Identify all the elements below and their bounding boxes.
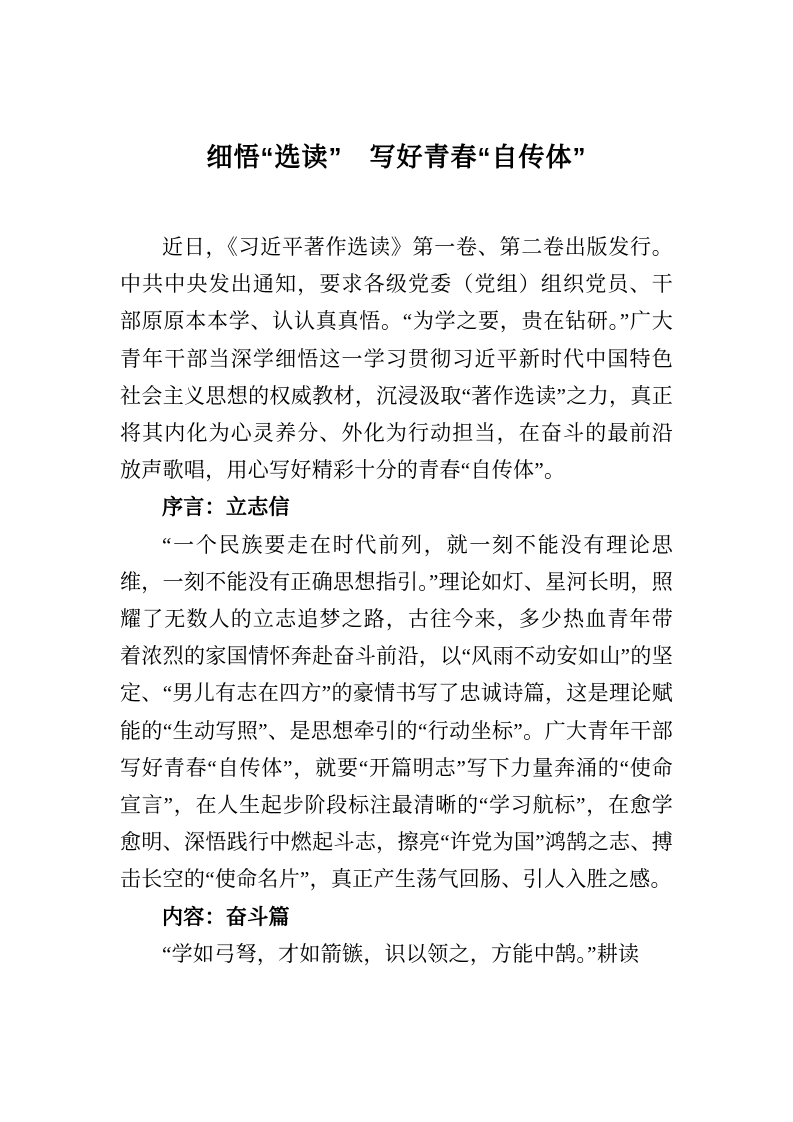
document-title: 细悟“选读” 写好青春“自传体” <box>206 142 587 172</box>
heading-preface-lizhixin: 序言：立志信 <box>162 496 290 520</box>
paragraph-intro: 近日，《习近平著作选读》第一卷、第二卷出版发行。中共中央发出通知，要求各级党委（党组）组织党员、干部原原本本学、认认真真悟。“为学之要，贵在钻研。”广大青年干部当深学细悟这一学习贯彻习近平新时代中国特色社会主义思想的权威教材，沉浸汲取“著作选读”之力，真正将其内化为心灵养分、外化为行动担当，在奋斗的最前沿放声歌唱，用心写好精彩十分的青春“自传体”。 <box>120 235 673 483</box>
heading-content-fendoupian: 内容：奋斗篇 <box>162 905 290 929</box>
paragraph-content-truncated: “学如弓弩，才如箭镞，识以领之，方能中鹄。”耕读 <box>162 941 640 966</box>
paragraph-preface: “一个民族要走在时代前列，就一刻不能没有理论思维，一刻不能没有正确思想指引。”理论如灯、星河长明，照耀了无数人的立志追梦之路，古往今来，多少热血青年带着浓烈的家国情怀奔赴奋斗前沿，以“风雨不动安如山”的坚定、“男儿有志在四方”的豪情书写了忠诚诗篇，这是理论赋能的“生动写照”、是思想牵引的“行动坐标”。广大青年干部写好青春“自传体”，就要“开篇明志”写下力量奔涌的“使命宣言”，在人生起步阶段标注最清晰的“学习航标”，在愈学愈明、深悟践行中燃起斗志，擦亮“许党为国”鸿鹄之志、搏击长空的“使命名片”，真正产生荡气回肠、引人入胜之感。 <box>120 532 673 892</box>
